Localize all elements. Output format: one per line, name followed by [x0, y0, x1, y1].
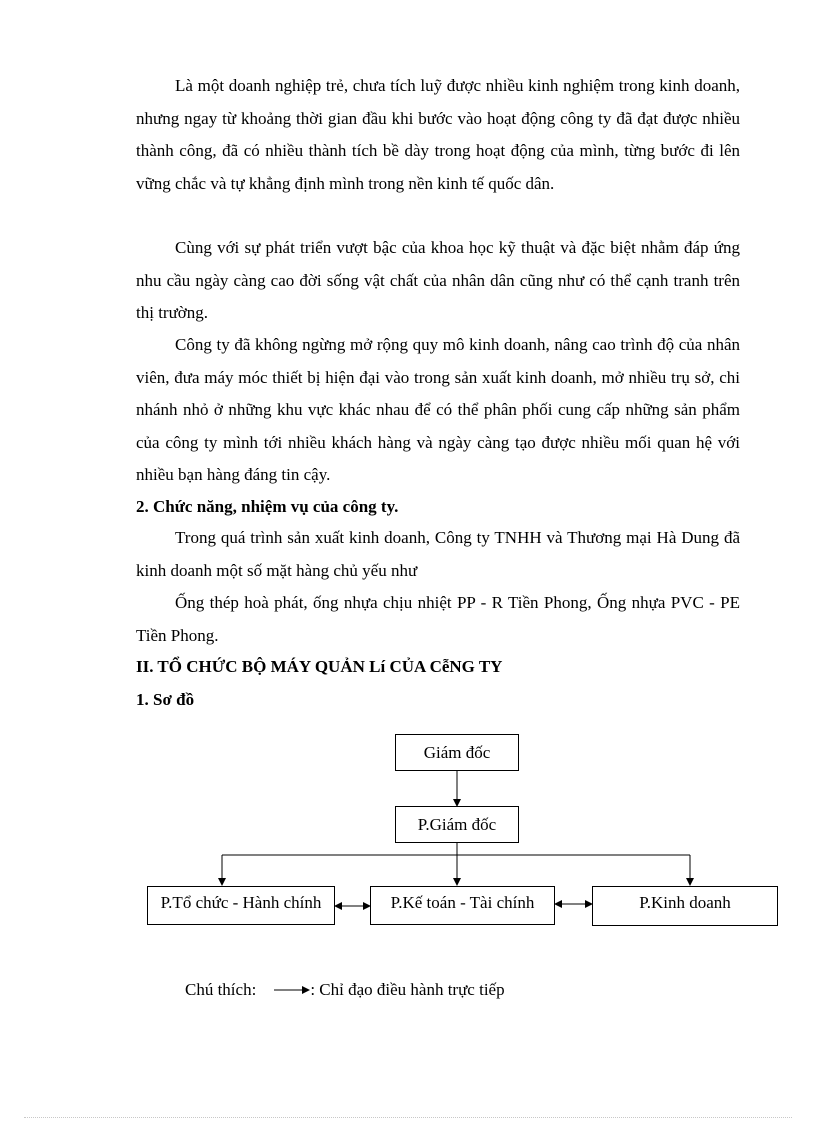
paragraph-expansion: Công ty đã không ngừng mở rộng quy mô kinh doanh, nâng cao trình độ của nhân viên, đưa máy móc thiết bị hiện đại vào trong sản xuất kinh doanh, mở nhiều trụ sở, chi nhánh nhỏ ở những khu vực khác nhau để có thể phân phối cung cấp những sản phẩm của công ty mình tới nhiều khách hàng và ngày càng tạo được nhiều mối quan hệ với nhiều bạn hàng đáng tin cậy.: [136, 335, 740, 484]
paragraph-company-history: Là một doanh nghiệp trẻ, chưa tích luỹ được nhiều kinh nghiệm trong kinh doanh, nhưng ngay từ khoảng thời gian đầu khi bước vào hoạt động công ty đã đạt được nhiều thành công, đã có nhiều thành tích bề dày trong hoạt động của mình, từng bước đi lên vững chắc và tự khẳng định mình trong nền kinh tế quốc dân.: [136, 76, 740, 193]
org-box-organization-admin: [147, 886, 335, 925]
org-box-business: [592, 886, 778, 926]
org-box-director-label: Giám đốc: [423, 742, 491, 762]
heading-diagram: 1. Sơ đồ: [136, 690, 195, 709]
paragraph-development: Cùng với sự phát triển vượt bậc của khoa học kỹ thuật và đặc biệt nhằm đáp ứng nhu cầu ngày càng cao đời sống vật chất của nhân dân cũng như có thể cạnh tranh trên thị trường.: [136, 238, 740, 322]
heading-functions: 2. Chức năng, nhiệm vụ của công ty.: [136, 497, 399, 516]
page-footer-divider: [24, 1117, 792, 1118]
heading-organization: II. TỔ CHỨC BỘ MÁY QUẢN Lí CỦA CễNG TY: [136, 657, 503, 676]
org-box-deputy-director-label: P.Giám đốc: [417, 814, 497, 834]
paragraph-business-lines: Trong quá trình sản xuất kinh doanh, Công ty TNHH và Thương mại Hà Dung đã kinh doanh một số mặt hàng chủ yếu như: [136, 528, 740, 580]
org-box-accounting-finance: [370, 886, 555, 925]
org-box-director: [395, 734, 519, 771]
legend-arrow-icon: [274, 984, 310, 996]
paragraph-products: Ống thép hoà phát, ống nhựa chịu nhiệt PP - R Tiền Phong, Ống nhựa PVC - PE Tiền Phong.: [136, 593, 740, 645]
org-box-accounting-finance-label: P.Kế toán - Tài chính: [390, 893, 535, 912]
diagram-legend: [185, 980, 505, 1000]
org-box-organization-admin-label: P.Tổ chức - Hành chính: [160, 893, 322, 912]
legend-label: Chú thích:: [185, 980, 257, 999]
org-box-business-label: P.Kinh doanh: [639, 893, 731, 912]
org-box-deputy-director: [395, 806, 519, 843]
legend-description: : Chỉ đạo điều hành trực tiếp: [310, 980, 505, 999]
